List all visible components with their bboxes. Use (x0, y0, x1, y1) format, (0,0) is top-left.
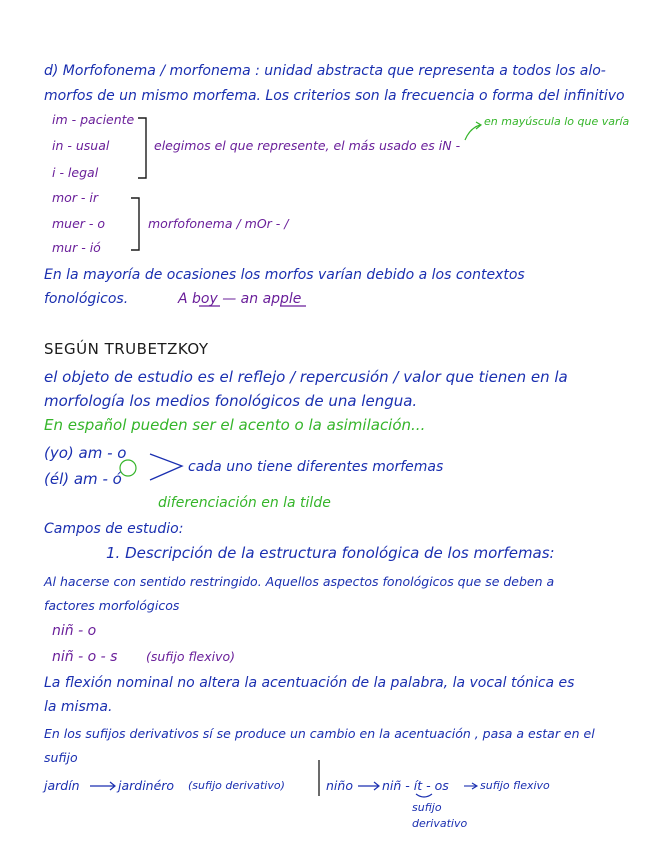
line-08: Campos de estudio: (44, 521, 184, 537)
word-jardin: jardín (44, 778, 80, 793)
angle-bracket (150, 454, 182, 480)
line-10: Al hacerse con sentido restringido. Aquellos aspectos fonológicos que se deben a (44, 574, 555, 589)
sufijo-label: sufijo (412, 801, 442, 814)
amo-el: (él) am - ó (44, 470, 122, 488)
bracket-1 (138, 118, 146, 178)
line-03: En la mayoría de ocasiones los morfos varían debido a los contextos (44, 267, 525, 283)
list1-item-2: in - usual (52, 138, 110, 153)
amo-yo: (yo) am - o (44, 444, 127, 462)
sufijo-bracket (416, 794, 432, 797)
circle-accent (120, 460, 136, 476)
line-06: morfología los medios fonológicos de una lengua. (44, 392, 418, 410)
sufijo-flexivo-2: sufijo flexivo (480, 779, 550, 792)
tilde-note: diferenciación en la tilde (158, 495, 331, 511)
line-04: fonológicos. (44, 291, 129, 307)
sufijo-derivativo-par: (sufijo derivativo) (188, 779, 285, 792)
list2-item-2: muer - o (52, 216, 106, 231)
line-05: el objeto de estudio es el reflejo / repercusión / valor que tienen en la (44, 368, 568, 386)
derivativo-label: derivativo (412, 817, 468, 830)
line-14: En los sufijos derivativos sí se produce un cambio en la acentuación , pasa a estar en el (44, 726, 595, 741)
line-02: morfos de un mismo morfema. Los criterios son la frecuencia o forma del infinitivo (44, 88, 625, 104)
word-ninitos: niñ - ít - os (382, 778, 449, 793)
line-09: 1. Descripción de la estructura fonológica de los morfemas: (106, 544, 555, 562)
green-note: en mayúscula lo que varía (484, 115, 630, 128)
list1-item-1: im - paciente (52, 112, 135, 127)
word-nino: niño (326, 778, 353, 793)
line-07: En español pueden ser el acento o la asimilación... (44, 416, 426, 434)
line-15: sufijo (44, 750, 78, 765)
nino-1: niñ - o (52, 623, 97, 639)
nino-2: niñ - o - s (52, 649, 118, 665)
line-01: d) Morfofonema / morfonema : unidad abstracta que representa a todos los alo- (44, 63, 606, 79)
example-a: A boy — an apple (178, 291, 302, 307)
list1-item-3: i - legal (52, 165, 99, 180)
bracket2-text: morfofonema / mOr - / (148, 216, 289, 231)
list2-item-1: mor - ir (52, 190, 99, 205)
bracket1-text: elegimos el que represente, el más usado es iN - (154, 138, 461, 153)
bracket-2 (131, 198, 139, 250)
section-heading: SEGÚN TRUBETZKOY (44, 340, 209, 358)
word-jardinero: jardinéro (118, 778, 175, 793)
line-13: la misma. (44, 699, 113, 715)
sufijo-flexivo-label: (sufijo flexivo) (146, 649, 236, 664)
line-12: La flexión nominal no altera la acentuación de la palabra, la vocal tónica es (44, 675, 575, 691)
line-11: factores morfológicos (44, 598, 180, 613)
amo-note: cada uno tiene diferentes morfemas (188, 459, 444, 475)
list2-item-3: mur - ió (52, 240, 101, 255)
